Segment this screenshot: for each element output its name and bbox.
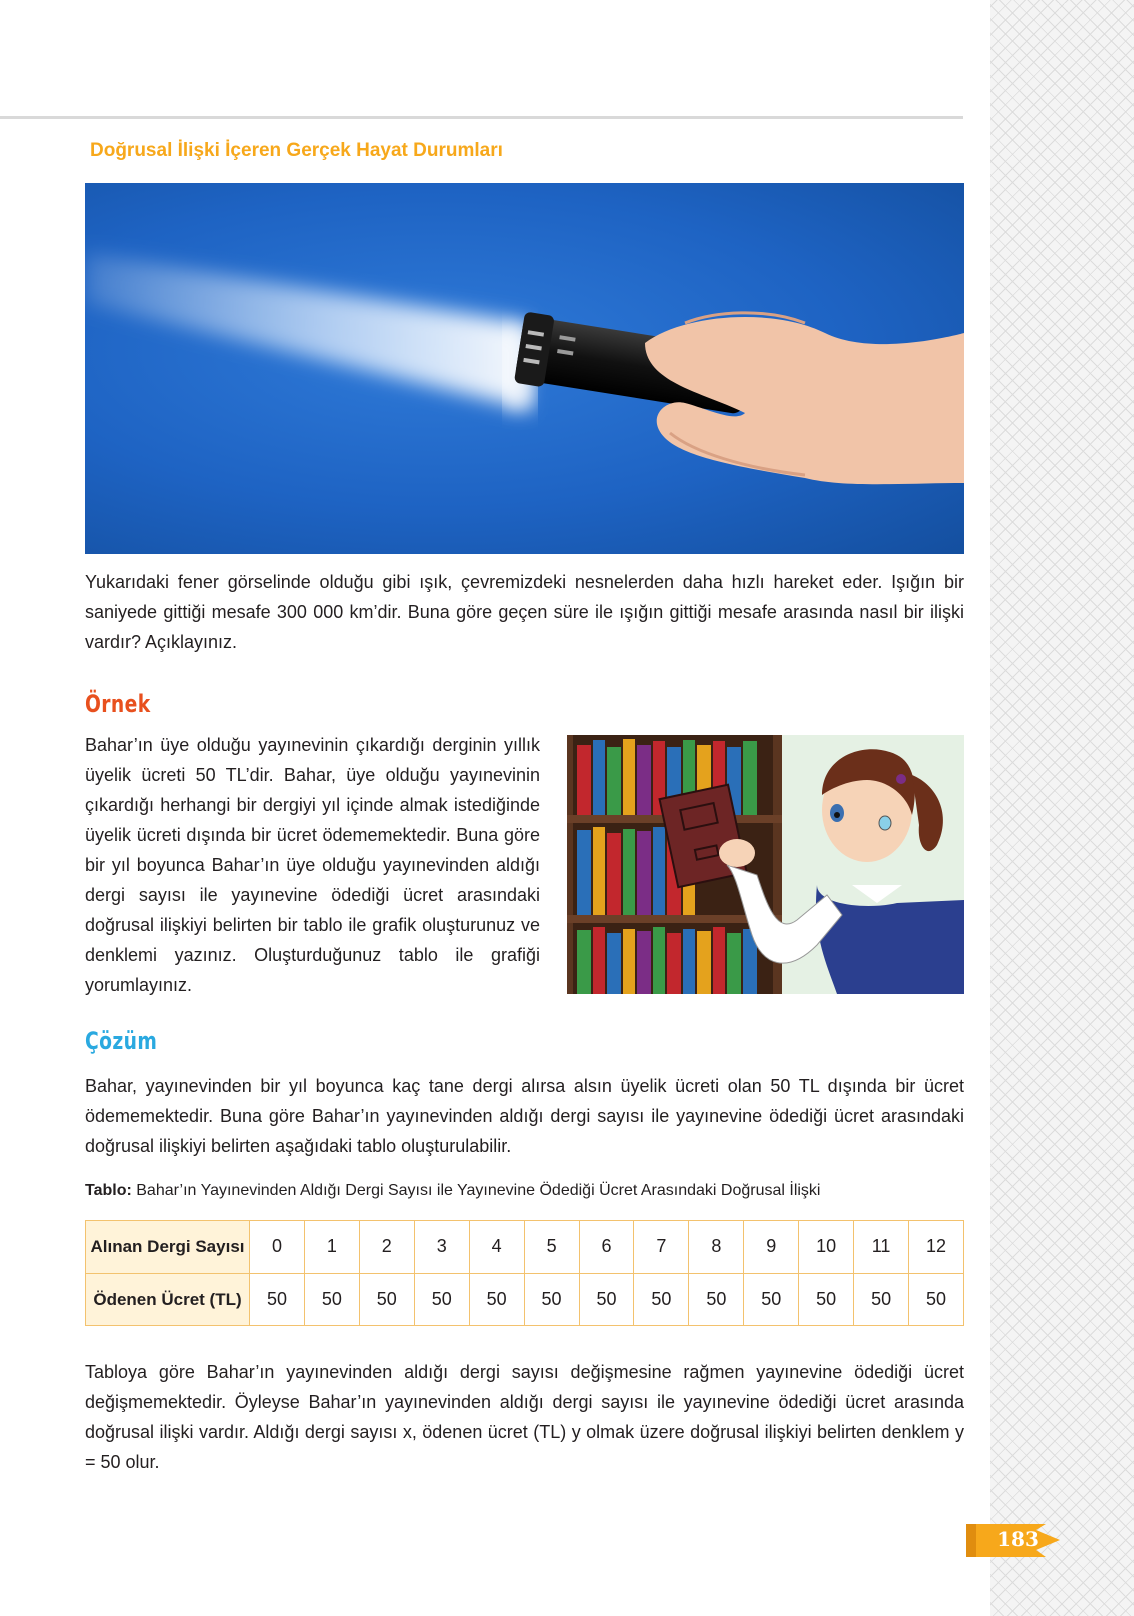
top-rule (0, 116, 963, 119)
table-cell: 50 (689, 1273, 744, 1326)
table-cell: 2 (359, 1221, 414, 1274)
table-cell: 12 (909, 1221, 964, 1274)
table-cell: 50 (799, 1273, 854, 1326)
table-cell: 3 (414, 1221, 469, 1274)
table-cell: 5 (524, 1221, 579, 1274)
row-header-paid-fee: Ödenen Ücret (TL) (86, 1273, 250, 1326)
table-cell: 7 (634, 1221, 689, 1274)
table-cell: 50 (524, 1273, 579, 1326)
table-cell: 6 (579, 1221, 634, 1274)
page-number: 183 (997, 1527, 1039, 1551)
girl-bookshelf-illustration (567, 735, 964, 994)
table-cell: 50 (854, 1273, 909, 1326)
table-cell: 50 (304, 1273, 359, 1326)
table-cell: 10 (799, 1221, 854, 1274)
table-cell: 50 (250, 1273, 305, 1326)
solution-text: Bahar, yayınevinden bir yıl boyunca kaç tane dergi alırsa alsın üyelik ücreti olan 50 TL dışında bir ücret ödememektedir. Buna göre Bahar’ın yayınevinden aldığı dergi sayısı ile yayınevine ödediği ücret arasındaki doğrusal ilişkiyi belirten aşağıdaki tablo oluşturulabilir. (85, 1076, 964, 1156)
table-caption (85, 1182, 820, 1200)
table-cell: 8 (689, 1221, 744, 1274)
side-pattern-decoration (990, 0, 1134, 1616)
table-caption-text: Bahar’ın Yayınevinden Aldığı Dergi Sayısı ile Yayınevine Ödediği Ücret Arasındaki Doğrusal İlişki (131, 1182, 821, 1199)
example-label: Örnek (85, 690, 151, 718)
table-cell: 4 (469, 1221, 524, 1274)
flashlight-photo (85, 183, 964, 554)
table-cell: 0 (250, 1221, 305, 1274)
table-cell: 50 (909, 1273, 964, 1326)
table-cell: 9 (744, 1221, 799, 1274)
data-table (85, 1220, 964, 1326)
conclusion-paragraph: Tabloya göre Bahar’ın yayınevinden aldığı dergi sayısı değişmesine rağmen yayınevine ödediği ücret değişmemektedir. Öyleyse Bahar’ın yayınevinden aldığı dergi sayısı ile yayınevine ödediği ücret arasında doğrusal ilişki vardır. Aldığı dergi sayısı x, ödenen ücret (TL) y olmak üzere doğrusal ilişkiyi belirten denklem y = 50 olur. (85, 1362, 964, 1472)
table-row-magazine-count (86, 1221, 964, 1274)
table-cell: 50 (469, 1273, 524, 1326)
solution-label: Çözüm (85, 1027, 158, 1055)
section-title: Doğrusal İlişki İçeren Gerçek Hayat Durumları (90, 140, 503, 161)
table-caption-prefix: Tablo: (85, 1182, 132, 1199)
table-cell: 11 (854, 1221, 909, 1274)
row-header-magazine-count: Alınan Dergi Sayısı (86, 1221, 250, 1274)
table-cell: 50 (634, 1273, 689, 1326)
example-text: Bahar’ın üye olduğu yayınevinin çıkardığı derginin yıllık üyelik ücreti 50 TL’dir. Bahar, üye olduğu yayınevinin çıkardığı herhangi bir dergiyi yıl içinde almak istediğinde üyelik ücreti dışında bir ücret ödememektedir. Buna göre bir yıl boyunca Bahar’ın üye olduğu yayınevinden aldığı dergi sayısı ile yayınevine ödediği ücret arasındaki doğrusal ilişkiyi belirten bir tablo ile grafik oluşturunuz ve denklemi yazınız. Oluşturduğunuz tablo ile grafiği yorumlayınız. (85, 735, 540, 995)
intro-paragraph: Yukarıdaki fener görselinde olduğu gibi ışık, çevremizdeki nesnelerden daha hızlı hareket eder. Işığın bir saniyede gittiği mesafe 300 000 km’dir. Buna göre geçen süre ile ışığın gittiği mesafe arasında nasıl bir ilişki vardır? Açıklayınız. (85, 572, 964, 652)
table-cell: 50 (414, 1273, 469, 1326)
table-cell: 50 (744, 1273, 799, 1326)
table-cell: 50 (359, 1273, 414, 1326)
table-row-paid-fee (86, 1273, 964, 1326)
table-cell: 50 (579, 1273, 634, 1326)
table-cell: 1 (304, 1221, 359, 1274)
